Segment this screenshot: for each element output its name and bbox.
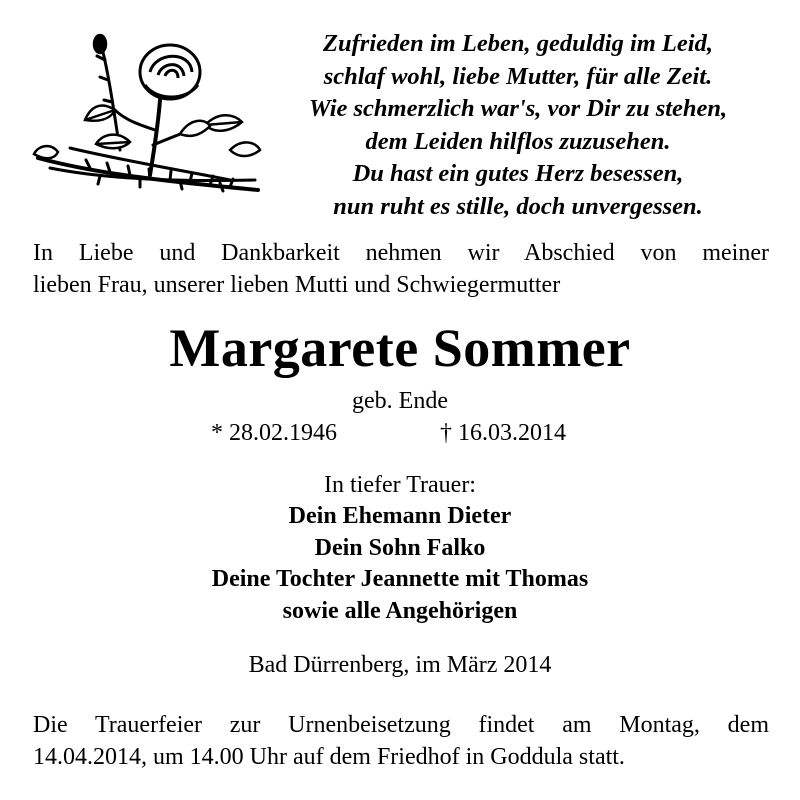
farewell-intro (33, 237, 769, 301)
poem-line: dem Leiden hilflos zuzusehen. (365, 127, 671, 155)
funeral-notice (33, 709, 769, 773)
mourners-list (0, 501, 800, 627)
memorial-poem (268, 28, 768, 223)
mourner-item: Deine Tochter Jeannette mit Thomas (211, 566, 589, 592)
place-and-date: Bad Dürrenberg, im März 2014 (248, 652, 552, 678)
birth-date: * 28.02.1946 (211, 420, 337, 446)
poem-line: schlaf wohl, liebe Mutter, für alle Zeit. (323, 62, 713, 90)
poem-line: Du hast ein gutes Herz besessen, (352, 160, 684, 187)
death-date: † 16.03.2014 (440, 420, 566, 446)
rose-illustration-icon (30, 30, 265, 200)
mourning-heading: In tiefer Trauer: (324, 472, 476, 498)
mourner-item: Dein Sohn Falko (314, 534, 486, 561)
funeral-line: Die Trauerfeier zur Urnenbeisetzung findet am Montag, dem (33, 712, 769, 738)
mourner-item: Dein Ehemann Dieter (288, 503, 512, 529)
intro-line: In Liebe und Dankbarkeit nehmen wir Abschied von meiner (33, 240, 769, 266)
mourner-item: sowie alle Angehörigen (282, 597, 518, 624)
intro-line: lieben Frau, unserer lieben Mutti und Schwiegermutter (33, 272, 561, 298)
deceased-name: Margarete Sommer (169, 318, 631, 378)
birth-name: geb. Ende (352, 388, 448, 414)
life-dates (0, 417, 800, 449)
poem-line: Zufrieden im Leben, geduldig im Leid, (323, 30, 713, 57)
poem-line: nun ruht es stille, doch unvergessen. (333, 192, 703, 220)
funeral-line: 14.04.2014, um 14.00 Uhr auf dem Friedhof in Goddula statt. (33, 744, 625, 770)
poem-line: Wie schmerzlich war's, vor Dir zu stehen, (308, 95, 728, 122)
